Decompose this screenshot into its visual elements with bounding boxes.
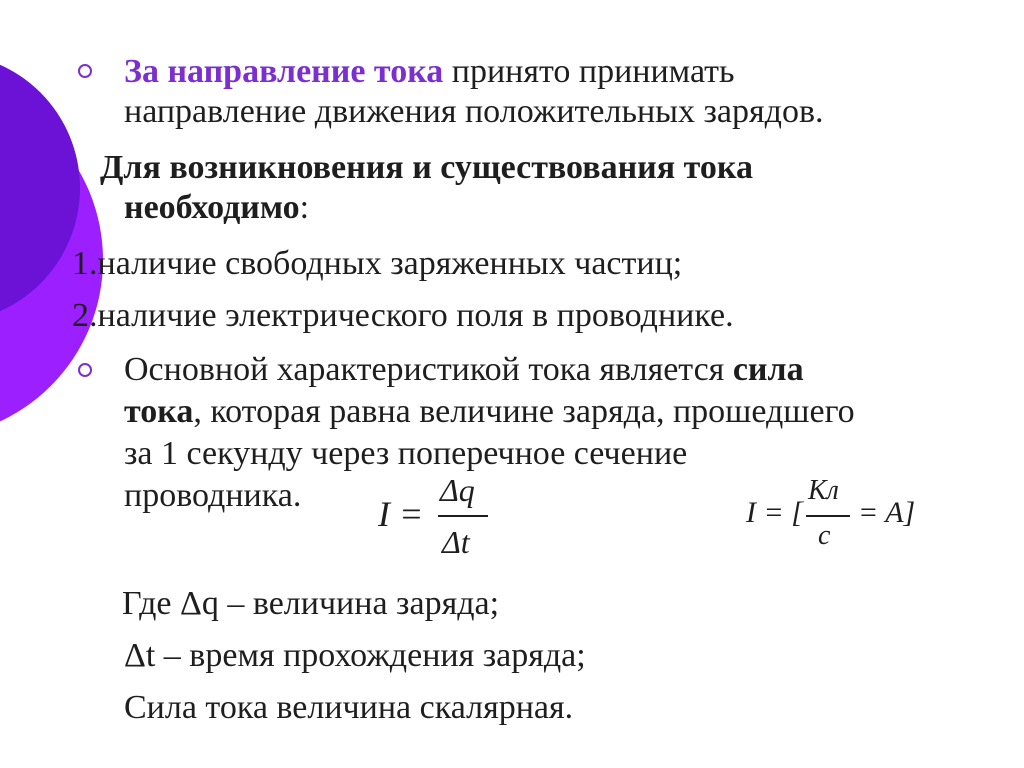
formula1-fraction-bar xyxy=(438,515,488,517)
list-item-1: 1.наличие свободных заряженных частиц; xyxy=(72,245,683,282)
note-delta-q: Где Δq – величина заряда; xyxy=(122,585,500,622)
formula2-fraction-bar xyxy=(806,515,850,517)
bullet1-line2: направление движения положительных зарядов. xyxy=(124,93,824,130)
formula2-rhs: = A] xyxy=(858,496,916,529)
formula2-numerator: Кл xyxy=(808,475,839,506)
bullet2-term-sila: сила xyxy=(732,351,804,388)
heading-line1: Для возникновения и существования тока xyxy=(100,149,753,186)
heading-necessary: необходимо xyxy=(124,189,300,226)
bullet2-line4: проводника. xyxy=(124,477,302,514)
bullet2-text-2: , которая равна величине заряда, прошедшего xyxy=(193,393,855,430)
formula1-numerator: Δq xyxy=(440,472,475,508)
bullet-marker xyxy=(78,363,92,377)
list-item-2: 2.наличие электрического поля в проводнике. xyxy=(72,297,734,334)
formula1-lhs: I = xyxy=(378,494,424,534)
formula2-lhs: I = [ xyxy=(746,496,803,529)
bullet2-text: Основной характеристикой тока является xyxy=(124,351,733,388)
heading-line2 xyxy=(124,188,309,228)
heading-colon: : xyxy=(299,189,310,226)
bullet2-line2 xyxy=(124,392,855,432)
note-delta-t: Δt – время прохождения заряда; xyxy=(124,637,586,674)
bullet1-line1 xyxy=(124,52,735,92)
formula1-denominator: Δt xyxy=(442,524,470,560)
bullet2-line3: за 1 секунду через поперечное сечение xyxy=(124,435,688,472)
formula2-denominator: с xyxy=(818,520,831,551)
current-direction-term: За направление тока xyxy=(124,53,444,90)
bullet-marker xyxy=(78,64,92,78)
bullet2-term-toka: тока xyxy=(124,393,194,430)
bullet2-line1 xyxy=(124,350,804,390)
bullet1-rest: принято принимать xyxy=(443,53,735,90)
note-scalar: Сила тока величина скалярная. xyxy=(124,689,574,726)
